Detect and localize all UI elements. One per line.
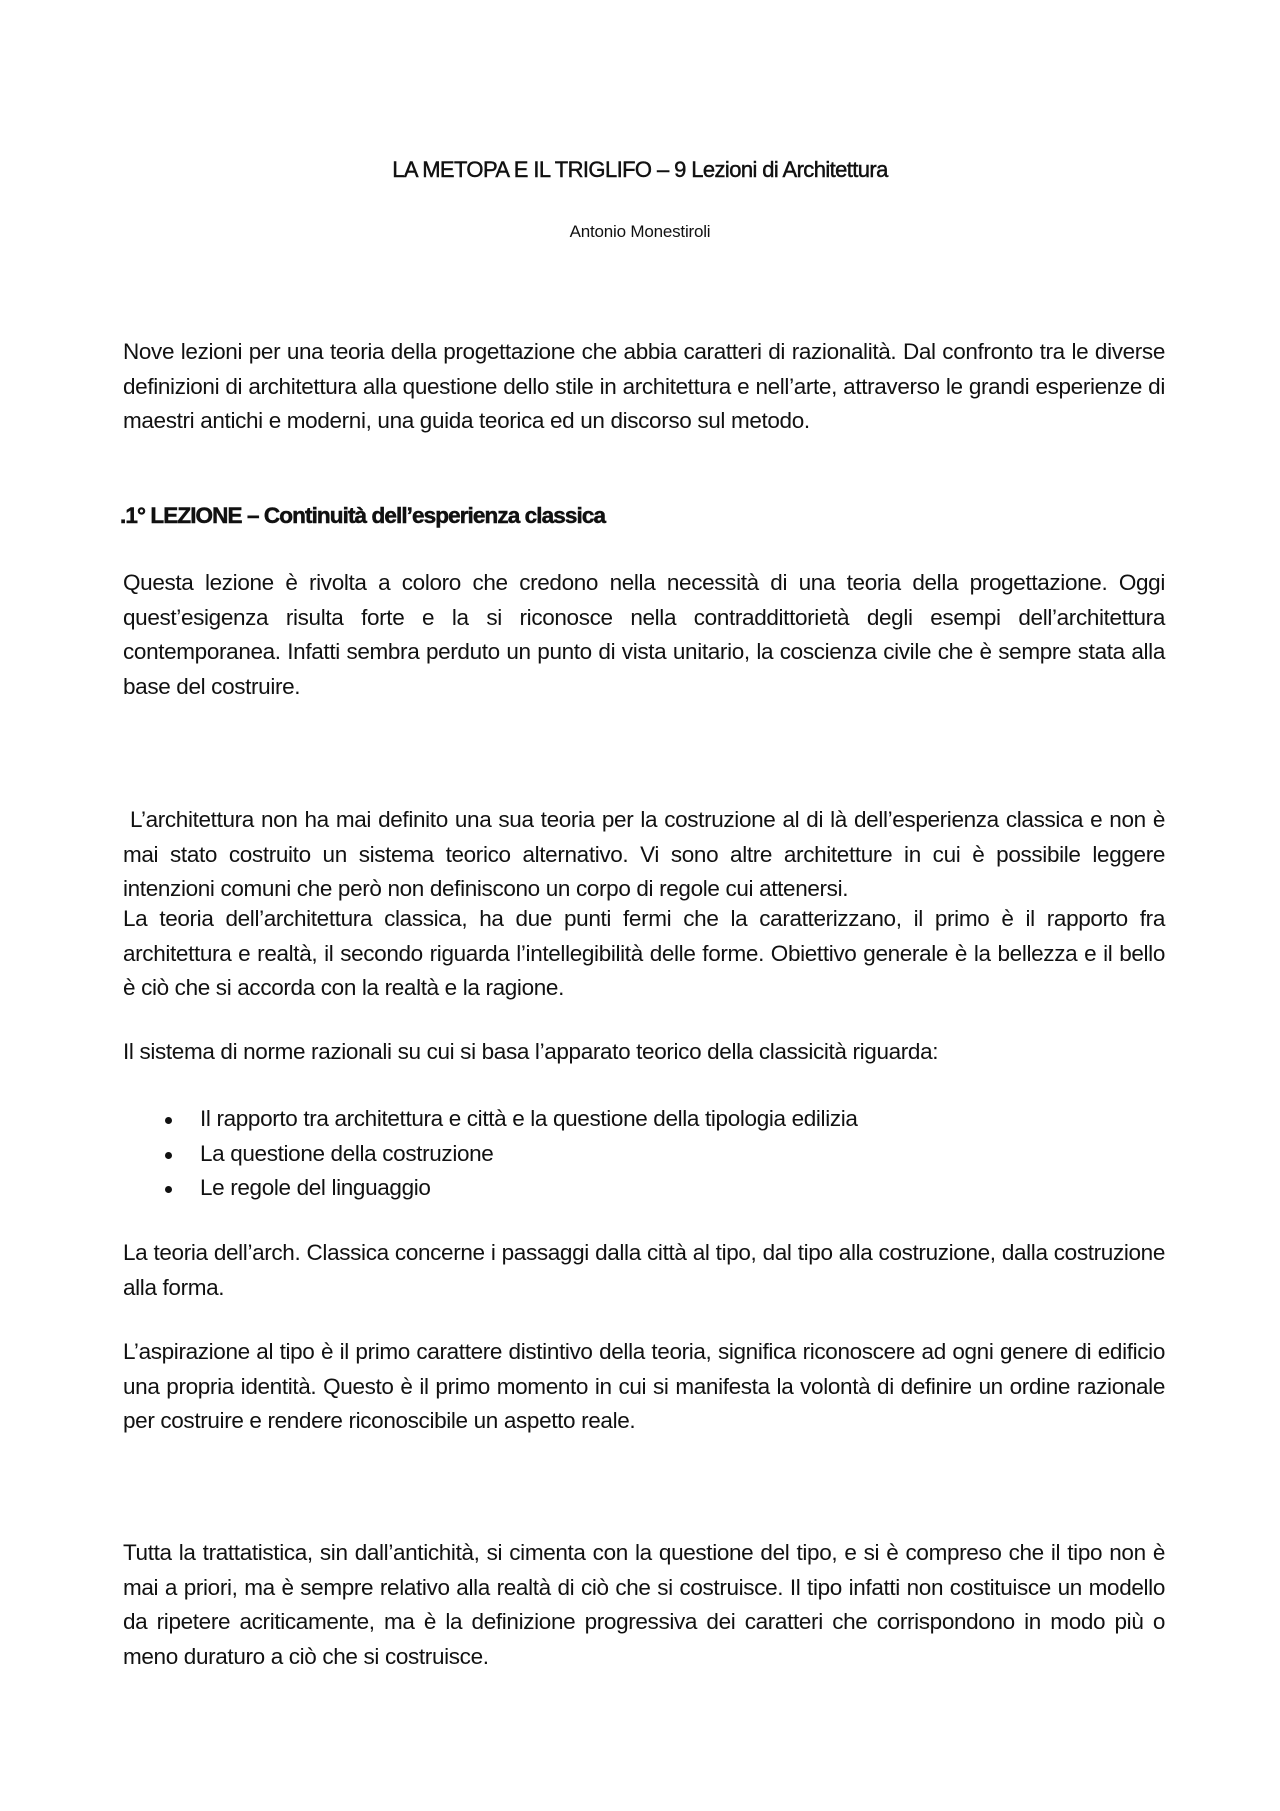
paragraph-block-7 bbox=[123, 1536, 1165, 1674]
bullet-list bbox=[161, 1102, 858, 1206]
body-paragraph: Questa lezione è rivolta a coloro che credono nella necessità di una teoria della progettazione. Oggi quest’esigenza risulta forte e la si riconosce nella contraddittorietà degli esempi dell’architettura contemporanea. Infatti sembra perduto un punto di vista unitario, la coscienza civile che è sempre stata alla base del costruire. bbox=[123, 570, 1165, 699]
document-title: LA METOPA E IL TRIGLIFO – 9 Lezioni di Architettura bbox=[392, 157, 888, 182]
list-item bbox=[161, 1171, 858, 1206]
intro-paragraph-block bbox=[123, 335, 1165, 439]
body-paragraph: Tutta la trattatistica, sin dall’antichità, si cimenta con la questione del tipo, e si è compreso che il tipo non è mai a priori, ma è sempre relativo alla realtà di ciò che si costruisce. Il tipo infatti non costituisce un modello da ripetere acriticamente, ma è la definizione progressiva dei caratteri che corrispondono in modo più o meno duraturo a ciò che si costruisce. bbox=[123, 1540, 1165, 1669]
list-item-text: Le regole del linguaggio bbox=[200, 1175, 431, 1201]
bullet-icon bbox=[165, 1186, 172, 1193]
body-paragraph: L’aspirazione al tipo è il primo carattere distintivo della teoria, significa riconoscere ad ogni genere di edificio una propria identità. Questo è il primo momento in cui si manifesta la volontà di definire un ordine razionale per costruire e rendere riconoscibile un aspetto reale. bbox=[123, 1339, 1165, 1434]
paragraph-block-1 bbox=[123, 566, 1165, 704]
paragraph-block-4 bbox=[123, 1035, 1165, 1070]
list-item-text: La questione della costruzione bbox=[200, 1140, 494, 1166]
body-paragraph: La teoria dell’architettura classica, ha due punti fermi che la caratterizzano, il primo è il rapporto fra architettura e realtà, il secondo riguarda l’intellegibilità delle forme. Obiettivo generale è la bellezza e il bello è ciò che si accorda con la realtà e la ragione. bbox=[123, 906, 1165, 1001]
paragraph-block-3 bbox=[123, 902, 1165, 1006]
bullet-icon bbox=[165, 1117, 172, 1124]
list-item bbox=[161, 1102, 858, 1137]
intro-paragraph: Nove lezioni per una teoria della progettazione che abbia caratteri di razionalità. Dal confronto tra le diverse definizioni di architettura alla questione dello stile in architettura e nell’arte, attraverso le grandi esperienze di maestri antichi e moderni, una guida teorica ed un discorso sul metodo. bbox=[123, 339, 1165, 434]
paragraph-block-6 bbox=[123, 1335, 1165, 1439]
list-item bbox=[161, 1137, 858, 1172]
section-heading: .1° LEZIONE – Continuità dell’esperienza classica bbox=[120, 503, 606, 528]
body-paragraph: La teoria dell’arch. Classica concerne i passaggi dalla città al tipo, dal tipo alla costruzione, dalla costruzione alla forma. bbox=[123, 1240, 1165, 1300]
document-author: Antonio Monestiroli bbox=[569, 222, 711, 241]
body-paragraph: L’architettura non ha mai definito una sua teoria per la costruzione al di là dell’esperienza classica e non è mai stato costruito un sistema teorico alternativo. Vi sono altre architetture in cui è possibile leggere intenzioni comuni che però non definiscono un corpo di regole cui attenersi. bbox=[123, 807, 1171, 902]
list-item-text: Il rapporto tra architettura e città e la questione della tipologia edilizia bbox=[200, 1106, 858, 1131]
bullet-icon bbox=[165, 1152, 172, 1159]
paragraph-block-5 bbox=[123, 1236, 1165, 1305]
body-paragraph: Il sistema di norme razionali su cui si basa l’apparato teorico della classicità riguarda: bbox=[123, 1039, 939, 1064]
